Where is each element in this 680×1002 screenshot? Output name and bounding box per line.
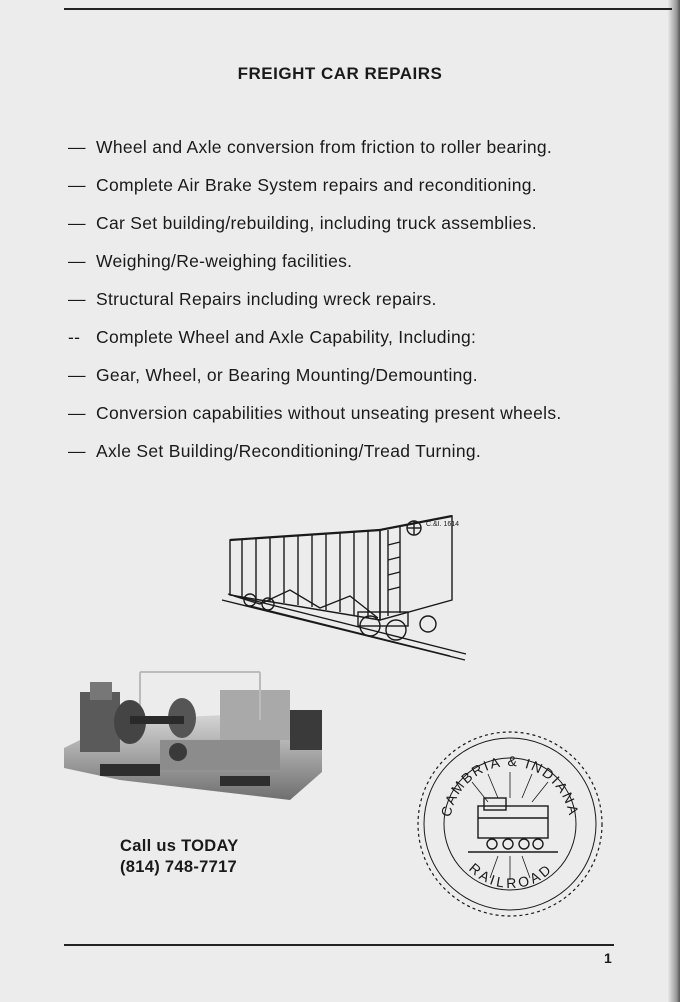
repair-services-list — [68, 136, 628, 478]
list-item — [68, 250, 628, 272]
list-item-text: Car Set building/rebuilding, including truck assemblies. — [96, 213, 537, 233]
list-item-text: Complete Air Brake System repairs and reconditioning. — [96, 175, 537, 195]
car-marking: C.&I. 1614 — [426, 521, 460, 528]
top-rule — [64, 8, 672, 10]
cambria-indiana-railroad-seal — [412, 714, 608, 924]
list-item-text: Wheel and Axle conversion from friction to roller bearing. — [96, 137, 553, 157]
list-dash: — — [68, 365, 86, 385]
list-item-text: Structural Repairs including wreck repairs. — [96, 289, 437, 309]
list-item-text: Axle Set Building/Reconditioning/Tread Turning. — [96, 441, 482, 461]
list-item — [68, 212, 628, 234]
list-item-text: Conversion capabilities without unseating present wheels. — [96, 403, 562, 423]
list-dash: — — [68, 137, 86, 157]
seal-bottom-text: RAILROAD — [466, 859, 556, 892]
list-dash: -- — [68, 327, 81, 347]
page-title: FREIGHT CAR REPAIRS — [237, 64, 443, 83]
list-dash: — — [68, 213, 86, 233]
list-dash: — — [68, 441, 86, 461]
hopper-car-illustration — [220, 500, 470, 670]
list-item — [68, 364, 628, 386]
list-item — [68, 440, 628, 462]
list-item — [68, 136, 628, 158]
list-dash: — — [68, 175, 86, 195]
page-number: 1 — [604, 950, 612, 966]
bottom-rule — [64, 944, 614, 946]
list-item — [68, 402, 628, 424]
list-item-text: Complete Wheel and Axle Capability, Including: — [96, 327, 477, 347]
wheel-lathe-photo — [60, 660, 330, 810]
list-item — [68, 288, 628, 310]
seal-top-text: CAMBRIA & INDIANA — [437, 752, 583, 819]
list-dash: — — [68, 251, 86, 271]
page-edge-shadow — [668, 0, 680, 1002]
svg-text:RAILROAD — [466, 860, 556, 891]
list-dash: — — [68, 289, 86, 309]
list-item-text: Gear, Wheel, or Bearing Mounting/Demounting. — [96, 365, 478, 385]
phone-number: (814) 748-7717 — [120, 858, 238, 876]
call-line: Call us TODAY — [120, 837, 239, 855]
call-to-action — [120, 836, 239, 878]
list-item — [68, 326, 628, 348]
list-dash: — — [68, 403, 86, 423]
list-item-text: Weighing/Re-weighing facilities. — [96, 251, 353, 271]
list-item — [68, 174, 628, 196]
